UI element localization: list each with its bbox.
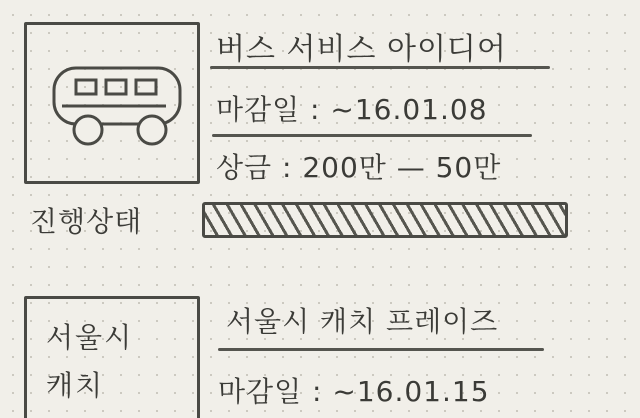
card-2-deadline: 마감일 : ~16.01.15: [218, 375, 490, 408]
bus-icon: [48, 62, 188, 152]
progress-bar: [202, 202, 568, 238]
card-1-deadline: 마감일 : ~16.01.08: [216, 93, 488, 126]
title-underline: [210, 66, 550, 69]
card-2-thumbnail-text-1: 서울시: [46, 321, 134, 354]
title-underline: [218, 348, 544, 351]
progress-label: 진행상태: [30, 205, 143, 238]
card-1-prize: 상금 : 200만 — 50만: [216, 151, 502, 184]
progress-fill: [205, 205, 565, 235]
card-2-thumbnail-text-2: 캐치: [46, 369, 105, 402]
deadline-divider: [212, 134, 532, 137]
card-1-title[interactable]: 버스 서비스 아이디어: [216, 32, 507, 67]
card-2-title[interactable]: 서울시 캐치 프레이즈: [226, 305, 499, 338]
